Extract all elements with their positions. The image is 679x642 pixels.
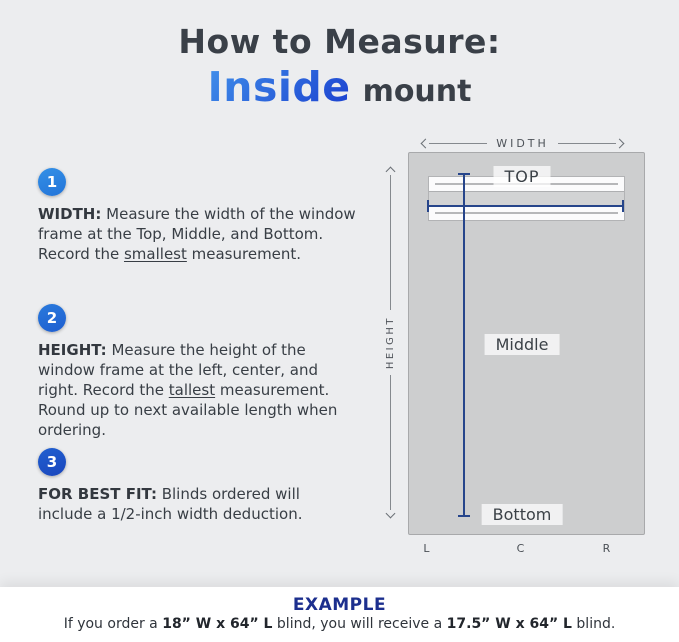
example-heading: EXAMPLE bbox=[292, 595, 387, 615]
top-label: TOP bbox=[493, 166, 550, 187]
arrow-right-chevron-icon bbox=[615, 138, 625, 148]
window-diagram bbox=[378, 128, 678, 588]
meeting-rail bbox=[429, 191, 624, 206]
width-arrow-icon bbox=[422, 136, 623, 150]
step-3-number-badge bbox=[38, 448, 66, 476]
example-suffix: blind. bbox=[571, 616, 616, 632]
step-1-body-end: measurement. bbox=[186, 245, 302, 263]
height-label: HEIGHT bbox=[384, 315, 396, 370]
step-1-number-badge bbox=[38, 168, 66, 196]
title-inside-word: Inside bbox=[207, 63, 351, 111]
middle-label: Middle bbox=[485, 334, 560, 355]
step-2-lead: HEIGHT: bbox=[38, 341, 107, 359]
arrow-line bbox=[558, 143, 616, 144]
example-order-size: 18” W x 64” L bbox=[162, 616, 273, 632]
step-2-number-badge bbox=[38, 304, 66, 332]
step-1-body: Measure the width of the window frame at the Top, Middle, and Bottom. Record the bbox=[38, 205, 356, 263]
title-mount-word: mount bbox=[362, 74, 472, 109]
width-measure-line bbox=[427, 205, 624, 207]
arrow-up-chevron-icon bbox=[385, 167, 395, 177]
example-prefix: If you order a bbox=[63, 616, 163, 632]
center-position-label: C bbox=[516, 542, 526, 555]
height-arrow-icon bbox=[383, 168, 397, 517]
step-3-text bbox=[38, 484, 356, 524]
arrow-left-chevron-icon bbox=[421, 138, 431, 148]
page-title bbox=[0, 22, 679, 111]
example-section bbox=[0, 587, 679, 642]
left-position-label: L bbox=[423, 542, 431, 555]
width-label: WIDTH bbox=[496, 136, 549, 150]
example-middle: blind, you will receive a bbox=[272, 616, 447, 632]
step-1-number: 1 bbox=[46, 173, 58, 191]
arrow-down-chevron-icon bbox=[385, 509, 395, 519]
arrow-line bbox=[429, 143, 487, 144]
step-2-body: Measure the height of the window frame at the left, center, and right. Record the bbox=[38, 341, 318, 399]
step-2-body-end: measurement. Round up to next available length when ordering. bbox=[38, 381, 338, 439]
step-3-lead: FOR BEST FIT: bbox=[38, 485, 157, 503]
bottom-label: Bottom bbox=[482, 504, 563, 525]
step-1-text bbox=[38, 204, 356, 264]
step-2-number: 2 bbox=[46, 309, 58, 327]
step-3 bbox=[38, 448, 356, 524]
height-measure-line bbox=[463, 173, 465, 517]
step-1-lead: WIDTH: bbox=[38, 205, 102, 223]
arrow-line bbox=[390, 175, 391, 310]
step-1-underlined-word: smallest bbox=[123, 245, 187, 263]
step-3-body: Blinds ordered will include a 1/2-inch width deduction. bbox=[38, 485, 303, 523]
step-1 bbox=[38, 168, 356, 264]
step-2-text bbox=[38, 340, 356, 440]
step-2 bbox=[38, 304, 356, 440]
title-line-1: How to Measure: bbox=[178, 22, 501, 61]
right-position-label: R bbox=[602, 542, 612, 555]
title-line-2 bbox=[0, 63, 679, 111]
step-3-number: 3 bbox=[46, 453, 58, 471]
step-2-underlined-word: tallest bbox=[168, 381, 216, 399]
arrow-line bbox=[390, 375, 391, 510]
example-text bbox=[0, 616, 679, 632]
lower-sash bbox=[429, 206, 624, 220]
example-receive-size: 17.5” W x 64” L bbox=[446, 616, 572, 632]
